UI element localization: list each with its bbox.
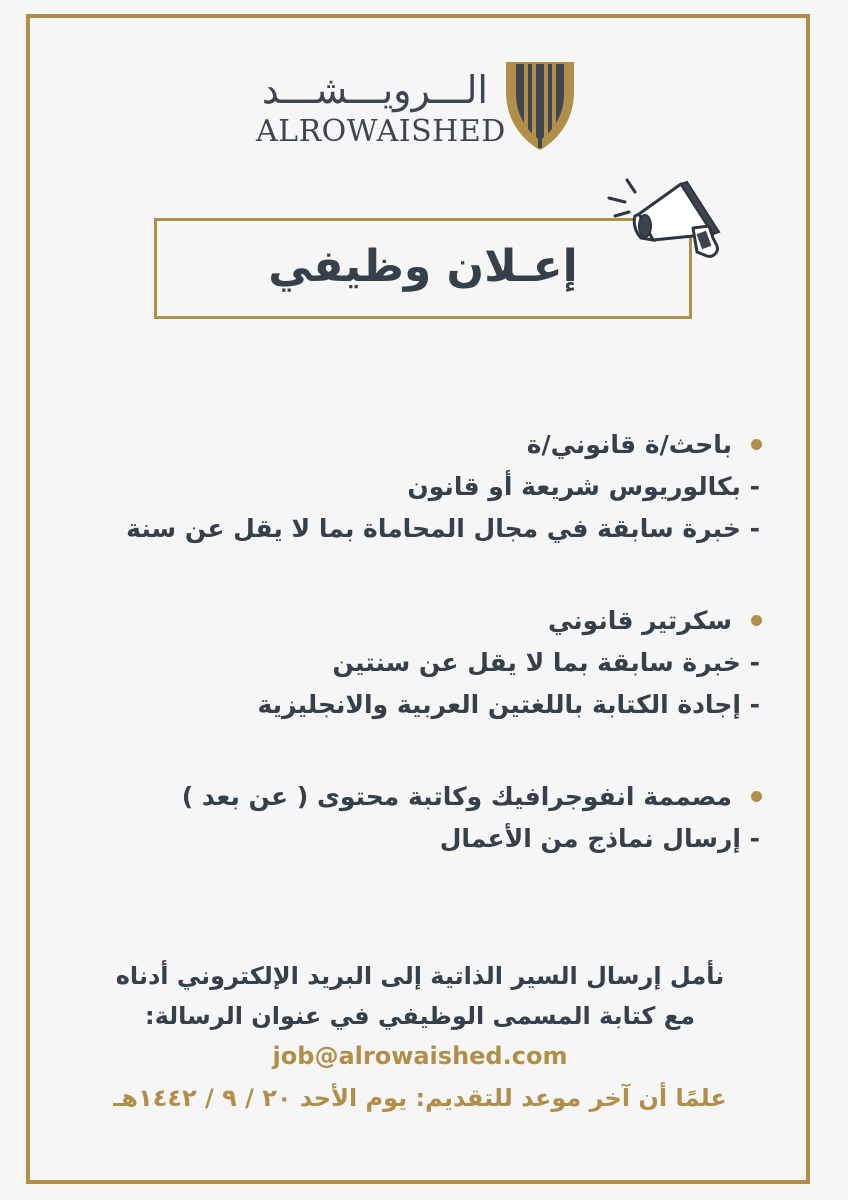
job-list: [62, 424, 762, 902]
alrowaished-shield-icon: [502, 58, 578, 152]
bullet-icon: [751, 791, 762, 802]
job-requirement: - خبرة سابقة في مجال المحاماة بما لا يقل عن سنة: [126, 514, 760, 543]
page-title: إعـلان وظيفي: [268, 241, 578, 292]
instructions-line-1: نأمل إرسال السير الذاتية إلى البريد الإلكتروني أدناه: [115, 962, 725, 990]
deadline-notice: علمًا أن آخر موعد للتقديم: يوم الأحد ٢٠ / ٩ / ١٤٤٢هـ: [113, 1084, 727, 1112]
logo-english-name: ALROWAISHED: [256, 114, 506, 149]
company-logo: [250, 58, 580, 158]
bullet-icon: [751, 439, 762, 450]
job-title: سكرتير قانوني: [62, 600, 762, 642]
bullet-icon: [751, 615, 762, 626]
job-item: [62, 424, 762, 550]
job-item: [62, 776, 762, 860]
job-title: مصممة انفوجرافيك وكاتبة محتوى ( عن بعد ): [62, 776, 762, 818]
job-title: باحث/ة قانوني/ة: [62, 424, 762, 466]
job-requirement: - إرسال نماذج من الأعمال: [439, 824, 760, 853]
job-requirement: - خبرة سابقة بما لا يقل عن سنتين: [332, 648, 760, 677]
logo-arabic-name: الـــرويـــشـــد: [261, 68, 488, 112]
instructions-line-2: مع كتابة المسمى الوظيفي في عنوان الرسالة:: [145, 1002, 695, 1030]
email-link[interactable]: job@alrowaished.com: [272, 1042, 568, 1070]
job-item: [62, 600, 762, 726]
job-requirement: - إجادة الكتابة باللغتين العربية والانجليزية: [257, 690, 760, 719]
megaphone-icon: [605, 178, 727, 262]
job-requirement: - بكالوريوس شريعة أو قانون: [407, 472, 760, 501]
application-instructions: [60, 956, 780, 1120]
